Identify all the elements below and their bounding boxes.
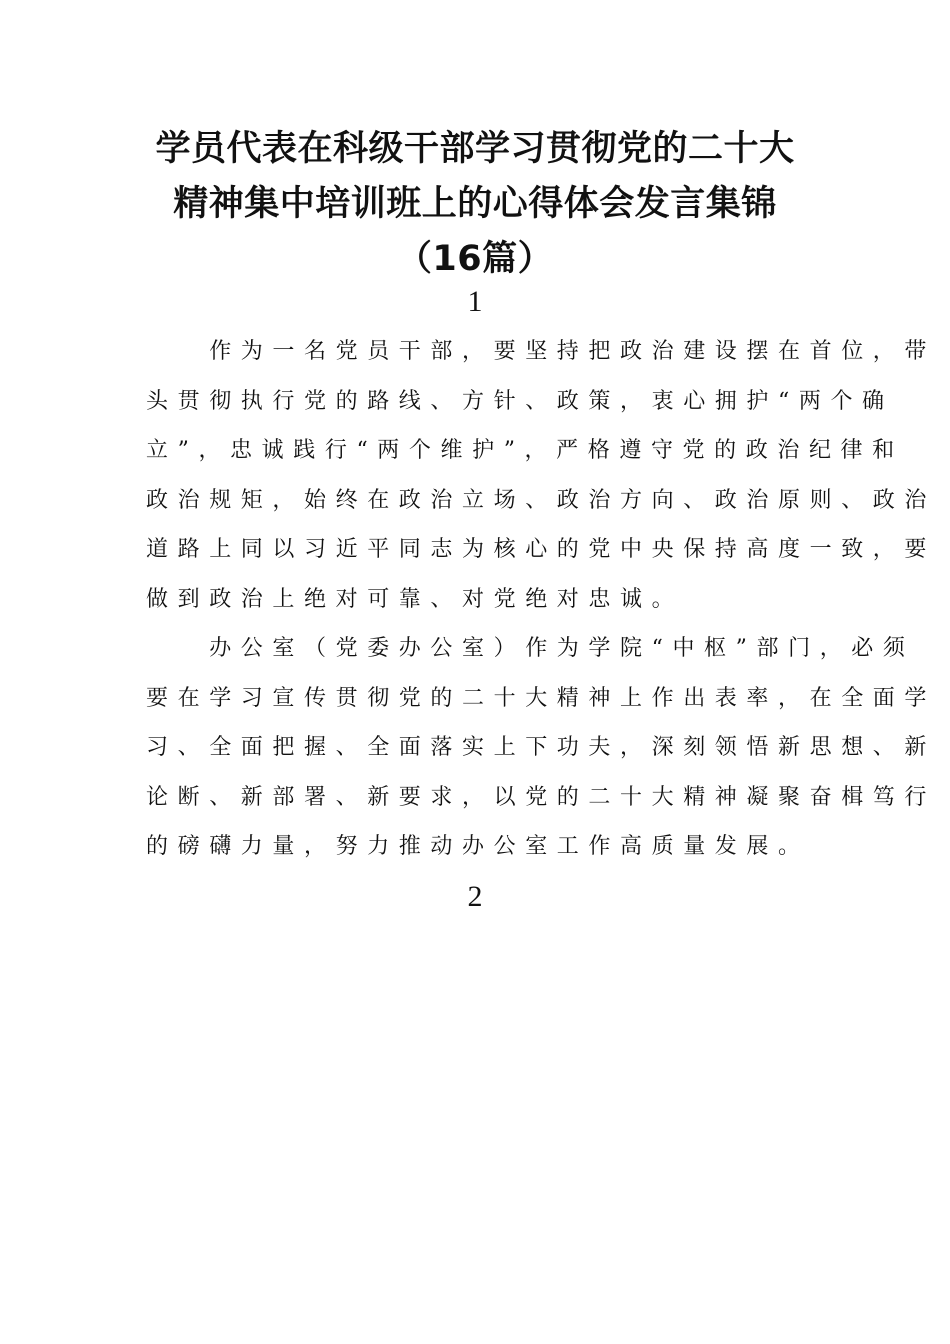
paragraph-line: 办公室（党委办公室）作为学院“中枢”部门，必须 bbox=[146, 636, 915, 661]
paragraph-line: 习、全面把握、全面落实上下功夫，深刻领悟新思想、新 bbox=[146, 735, 937, 760]
section-number-1: 1 bbox=[467, 285, 483, 318]
title-line: 学员代表在科级干部学习贯彻党的二十大 bbox=[155, 129, 795, 169]
paragraph-1 bbox=[146, 327, 937, 624]
title-line: 精神集中培训班上的心得体会发言集锦 bbox=[173, 184, 777, 224]
paragraph-line: 立”，忠诚践行“两个维护”，严格遵守党的政治纪律和 bbox=[146, 438, 904, 463]
section-number-2: 2 bbox=[467, 880, 483, 913]
paragraph-2 bbox=[146, 624, 937, 872]
paragraph-line: 头贯彻执行党的路线、方针、政策，衷心拥护“两个确 bbox=[146, 388, 894, 414]
paragraph-line: 政治规矩，始终在政治立场、政治方向、政治原则、政治 bbox=[146, 487, 937, 513]
paragraph-line: 作为一名党员干部，要坚持把政治建设摆在首位，带 bbox=[146, 339, 937, 364]
paragraph-line: 的磅礴力量，努力推动办公室工作高质量发展。 bbox=[146, 834, 810, 859]
title-line: （16篇） bbox=[396, 239, 554, 279]
paragraph-line: 做到政治上绝对可靠、对党绝对忠诚。 bbox=[146, 586, 684, 612]
paragraph-line: 要在学习宣传贯彻党的二十大精神上作出表率，在全面学 bbox=[146, 685, 937, 711]
document-title bbox=[130, 122, 820, 287]
paragraph-line: 道路上同以习近平同志为核心的党中央保持高度一致，要 bbox=[146, 537, 937, 562]
paragraph-line: 论断、新部署、新要求，以党的二十大精神凝聚奋楫笃行 bbox=[146, 784, 937, 810]
